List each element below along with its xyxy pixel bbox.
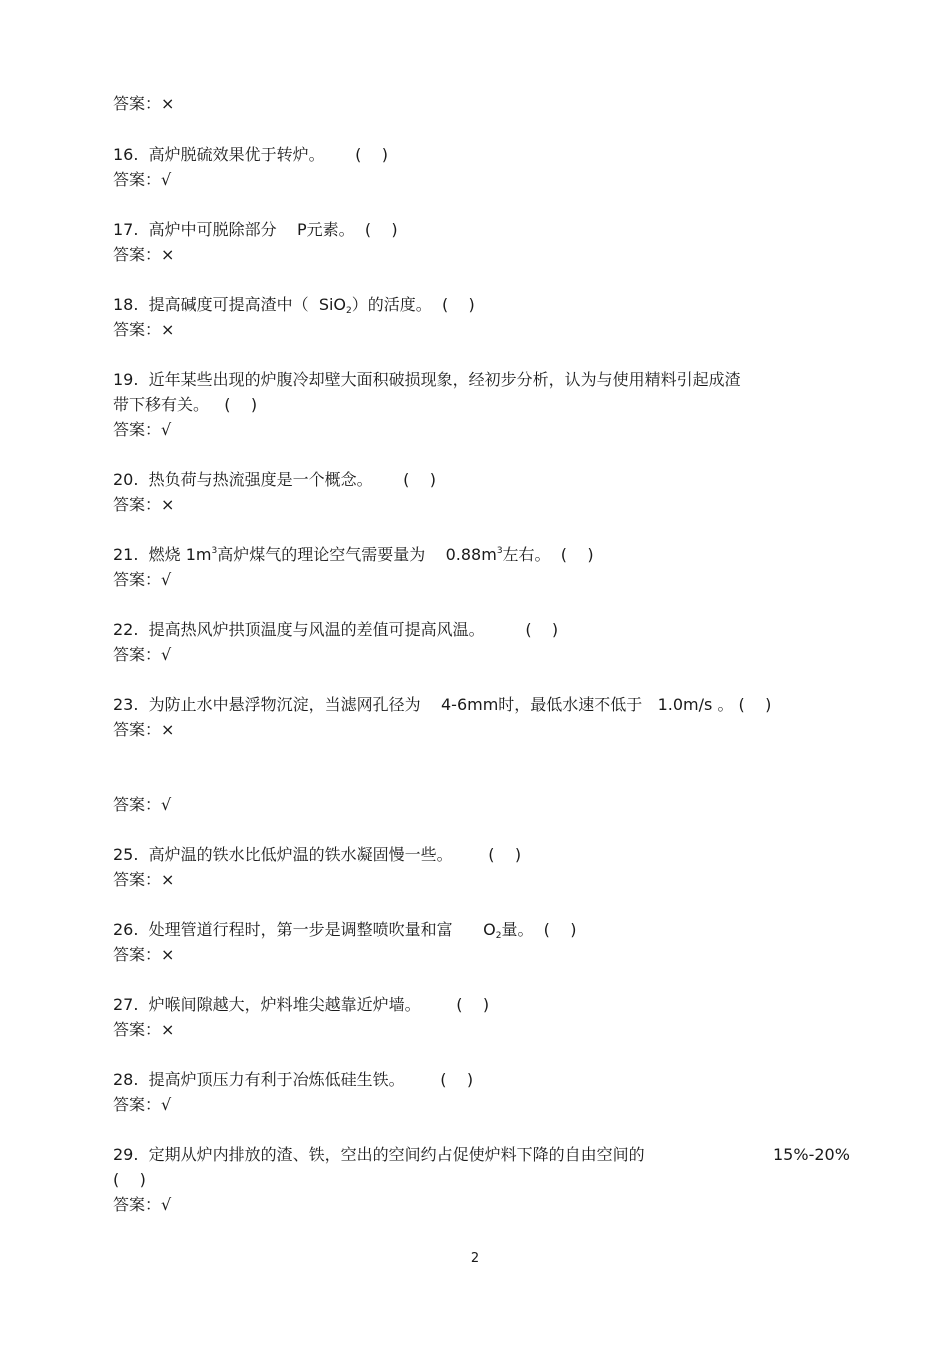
answer-18: 答案：× xyxy=(113,320,175,339)
question-18 xyxy=(113,295,475,318)
question-25 xyxy=(113,845,521,865)
question-text: 提高热风炉拱顶温度与风温的差值可提高风温。 xyxy=(148,620,485,639)
answer-17: 答案：× xyxy=(113,245,175,264)
question-text: 炉喉间隙越大，炉料堆尖越靠近炉墙。 xyxy=(148,995,421,1014)
answer-parentheses: ( ) xyxy=(441,295,475,314)
question-number: 22. xyxy=(113,620,139,639)
answer-29: 答案：√ xyxy=(113,1195,172,1214)
question-number: 26. xyxy=(113,920,139,939)
formula-sio2: SiO$_2$ xyxy=(318,295,352,316)
answer-parentheses: ( ) xyxy=(224,395,258,414)
question-text: 高炉脱硫效果优于转炉。 xyxy=(148,145,325,164)
answer-parentheses: ( ) xyxy=(525,620,559,639)
question-text-cont: ）的活度。 xyxy=(351,295,432,314)
answer-parentheses: ( ) xyxy=(738,695,772,714)
question-text-cont: 高炉煤气的理论空气需要量为 xyxy=(217,545,426,564)
question-26 xyxy=(113,920,577,943)
question-text-cont: 量。 xyxy=(501,920,534,939)
value-percent: 15%-20% xyxy=(773,1145,850,1164)
question-number: 20. xyxy=(113,470,139,489)
question-number: 27. xyxy=(113,995,139,1014)
question-number: 29. xyxy=(113,1145,139,1164)
value-088m3: $0.88m^3$ xyxy=(445,545,503,564)
question-text: 高炉温的铁水比低炉温的铁水凝固慢一些。 xyxy=(148,845,453,864)
question-23 xyxy=(113,695,771,715)
question-number: 16. xyxy=(113,145,139,164)
formula-o2: $O_2$ xyxy=(483,920,502,941)
answer-15: 答案：× xyxy=(113,94,175,113)
question-text-cont: 时，最低水速不低于 xyxy=(498,695,643,714)
question-text-cont: P元素。 xyxy=(296,220,355,239)
question-28 xyxy=(113,1070,473,1090)
question-19-line2 xyxy=(113,395,257,415)
answer-27: 答案：× xyxy=(113,1020,175,1039)
answer-28: 答案：√ xyxy=(113,1095,172,1114)
question-text: 高炉中可脱除部分 xyxy=(148,220,277,239)
question-number: 18. xyxy=(113,295,139,314)
question-text: 热负荷与热流强度是一个概念。 xyxy=(148,470,373,489)
page-number: 2 xyxy=(470,1251,480,1266)
question-number: 28. xyxy=(113,1070,139,1089)
answer-25: 答案：× xyxy=(113,870,175,889)
answer-parentheses: ( ) xyxy=(364,220,398,239)
question-text-cont: 带下移有关。 xyxy=(113,395,210,414)
question-number: 21. xyxy=(113,545,139,564)
answer-parentheses: ( ) xyxy=(403,470,436,489)
answer-parentheses: ( ) xyxy=(440,1070,474,1089)
question-text: 为防止水中悬浮物沉淀，当滤网孔径为 xyxy=(148,695,421,714)
question-text: 提高炉顶压力有利于冶炼低硅生铁。 xyxy=(148,1070,405,1089)
answer-19: 答案：√ xyxy=(113,420,172,439)
question-text: 定期从炉内排放的渣、铁，空出的空间约占促使炉料下降的自由空间的 xyxy=(148,1145,645,1164)
answer-parentheses: ( ) xyxy=(355,145,388,164)
answer-24: 答案：√ xyxy=(113,795,172,814)
question-22 xyxy=(113,620,558,640)
answer-parentheses: ( ) xyxy=(560,545,594,564)
question-16 xyxy=(113,145,388,165)
value-1m3: $1m^3$ xyxy=(185,545,218,564)
answer-parentheses-29: ( ) xyxy=(113,1170,146,1189)
answer-20: 答案：× xyxy=(113,495,175,514)
answer-23: 答案：× xyxy=(113,720,175,739)
answer-21: 答案：√ xyxy=(113,570,172,589)
value-mesh: 4-6mm xyxy=(440,695,499,714)
answer-26: 答案：× xyxy=(113,945,175,964)
question-21 xyxy=(113,545,594,568)
answer-parentheses: ( ) xyxy=(456,995,490,1014)
question-text: 处理管道行程时，第一步是调整喷吹量和富 xyxy=(148,920,453,939)
question-number: 19. xyxy=(113,370,139,389)
question-text: 燃烧 xyxy=(148,545,181,564)
question-number: 17. xyxy=(113,220,139,239)
answer-parentheses: ( ) xyxy=(543,920,577,939)
answer-parentheses: ( ) xyxy=(488,845,522,864)
question-17 xyxy=(113,220,398,240)
question-text: 提高碱度可提高渣中（ xyxy=(148,295,309,314)
question-text: 近年某些出现的炉腹冷却壁大面积破损现象，经初步分析，认为与使用精料引起成渣 xyxy=(148,370,741,389)
answer-22: 答案：√ xyxy=(113,645,172,664)
question-number: 25. xyxy=(113,845,139,864)
question-20 xyxy=(113,470,436,490)
value-speed: 1.0m/s xyxy=(657,695,713,714)
question-text-end: 。 xyxy=(717,695,734,714)
question-19 xyxy=(113,370,741,390)
question-number: 23. xyxy=(113,695,139,714)
question-text-end: 左右。 xyxy=(502,545,551,564)
answer-16: 答案：√ xyxy=(113,170,172,189)
question-27 xyxy=(113,995,489,1015)
question-29 xyxy=(113,1145,645,1165)
